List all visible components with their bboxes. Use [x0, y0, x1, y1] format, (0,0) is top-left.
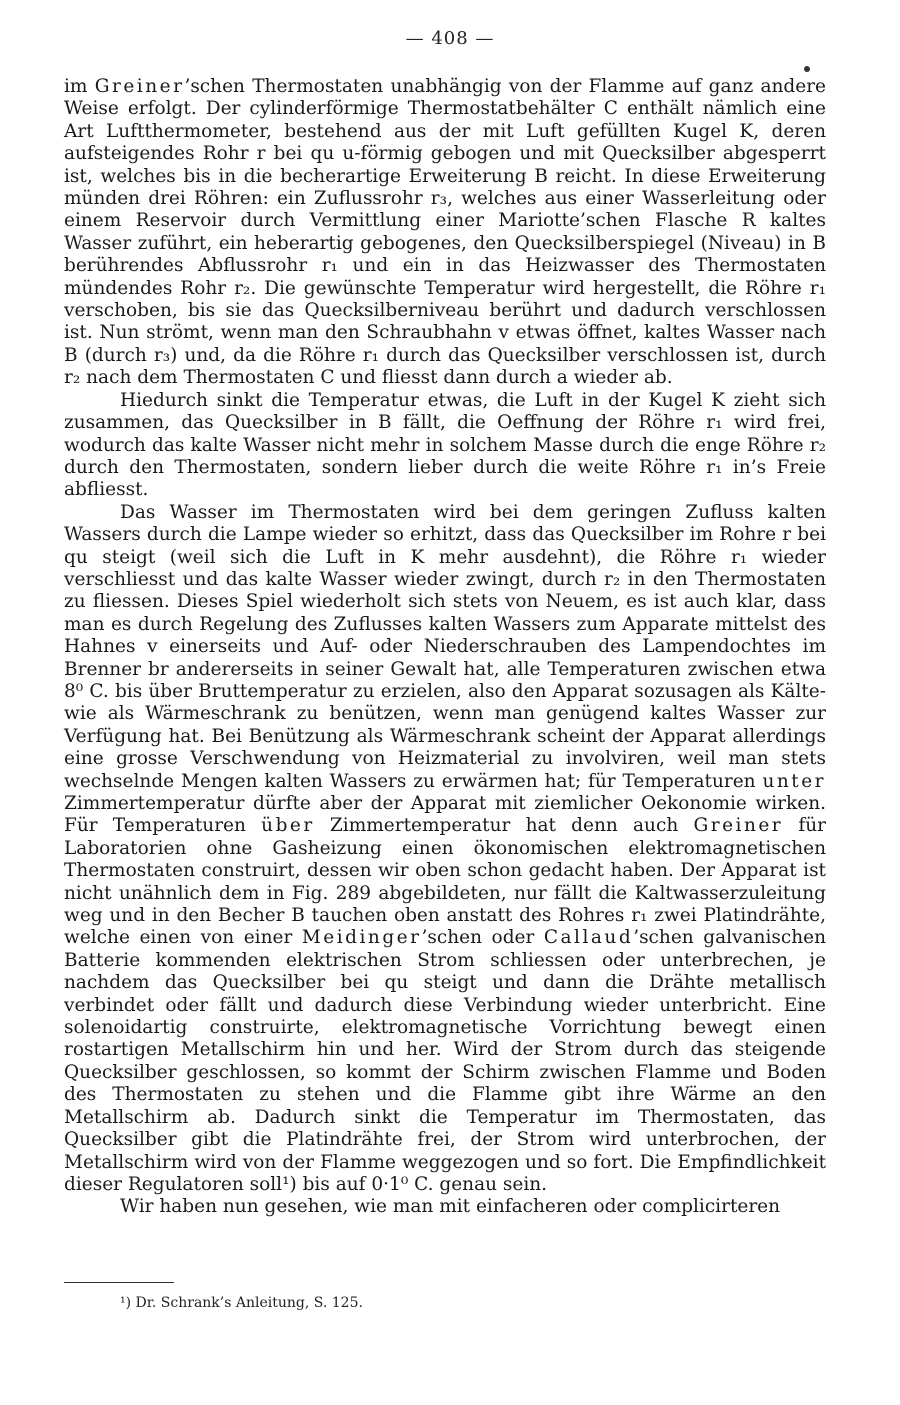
paragraph-2 — [64, 390, 826, 502]
paragraph-4 — [64, 1196, 826, 1218]
text-run: ’schen galvanischen Batterie kommenden elektrischen Strom schliessen oder unterbrechen, je nachdem das Quecksilber bei qu steigt und dann die Drähte metallisch verbindet oder fällt und dadurch diese Verbindung wieder unterbricht. Eine solenoidartig construirte, elektromagnetische Vorrichtung bewegt einen rostartigen Metallschirm hin und her. Wird der Strom durch das steigende Quecksilber geschlossen, so kommt der Schirm zwischen Flamme und Boden des Thermostaten zu stehen und die Flamme gibt ihre Wärme an den Metallschirm ab. Dadurch sinkt die Temperatur im Thermostaten, das Quecksilber gibt die Platindrähte frei, der Strom wird unterbrochen, der Metallschirm wird von der Flamme weggezogen und so fort. Die Empfindlichkeit dieser Regulatoren soll¹) bis auf 0·1⁰ C. genau sein. — [64, 927, 826, 1195]
text-run: Wir haben nun gesehen, wie man mit einfacheren oder complicirteren — [120, 1196, 781, 1218]
text-run: Das Wasser im Thermostaten wird bei dem geringen Zufluss kalten Wassers durch die Lampe wieder so erhitzt, dass das Quecksilber im Rohre r bei qu steigt (weil sich die Luft in K mehr ausdehnt), die Röhre r₁ wieder verschliesst und das kalte Wasser wieder zwingt, durch r₂ in den Thermostaten zu fliessen. Dieses Spiel wiederholt sich stets von Neuem, es ist auch klar, dass man es durch Regelung des Zuflusses kalten Wassers zum Apparate mittelst des Hahnes v einerseits und Auf- oder Niederschrauben des Lampendochtes im Brenner br andererseits in seiner Gewalt hat, alle Temperaturen zwischen etwa 8⁰ C. bis über Bruttemperatur zu erzielen, also den Apparat sozusagen als Kälte- wie als Wärmeschrank zu benützen, wenn man genügend kaltes Wasser zur Verfügung hat. Bei Benützung als Wärmeschrank scheint der Apparat allerdings eine grosse Verschwendung von Heizmaterial zu involviren, weil man stets wechselnde Mengen kalten Wassers zu erwärmen hat; für Temperaturen — [64, 501, 826, 792]
spaced-emphasis: Greiner — [693, 815, 784, 837]
ink-speck — [804, 66, 810, 72]
body-text — [64, 76, 826, 1219]
footnote: ¹) Dr. Schrank’s Anleitung, S. 125. — [120, 1295, 363, 1311]
paragraph-1 — [64, 76, 826, 390]
page-number: — 408 — — [405, 28, 495, 49]
text-run: Zimmertemperatur dürfte aber der Apparat mit ziemlicher Oekonomie wirken. Für Temperaturen — [64, 793, 826, 837]
spaced-emphasis: über — [261, 815, 315, 837]
spaced-emphasis: Greiner — [94, 76, 185, 97]
spaced-emphasis: Callaud — [543, 927, 634, 949]
spaced-emphasis: unter — [762, 770, 826, 792]
paragraph-3 — [64, 502, 826, 1197]
text-run: Hiedurch sinkt die Temperatur etwas, die Luft in der Kugel K zieht sich zusammen, das Quecksilber in B fällt, die Oeffnung der Röhre r₁ wird frei, wodurch das kalte Wasser nicht mehr in solchem Masse durch die enge Röhre r₂ durch den Thermostaten, sondern lieber durch die weite Röhre r₁ in’s Freie abfliesst. — [64, 389, 826, 501]
text-run: für Laboratorien ohne Gasheizung einen ökonomischen elektromagnetischen Thermostaten construirt, dessen wir oben schon gedacht haben. Der Apparat ist nicht unähnlich dem in Fig. 289 abgebildeten, nur fällt die Kaltwasserzuleitung weg und in den Becher B tauchen oben anstatt des Rohres r₁ zwei Platindrähte, welche einen von einer — [64, 815, 826, 949]
footnote-rule — [64, 1282, 174, 1283]
text-run: im — [64, 76, 95, 97]
text-run: ’schen Thermostaten unabhängig von der Flamme auf ganz andere Weise erfolgt. Der cylinderförmige Thermostatbehälter C enthält nämlich eine Art Luftthermometer, bestehend aus der mit Luft gefüllten Kugel K, deren aufsteigendes Rohr r bei qu u-förmig gebogen und mit Quecksilber abgesperrt ist, welches bis in die becherartige Erweiterung B reicht. In diese Erweiterung münden drei Röhren: ein Zuflussrohr r₃, welches aus einer Wasserleitung oder einem Reservoir durch Vermittlung einer Mariotte’schen Flasche R kaltes Wasser zuführt, ein heberartig gebogenes, den Quecksilberspiegel (Niveau) in B berührendes Abflussrohr r₁ und ein in das Heizwasser des Thermostaten mündendes Rohr r₂. Die gewünschte Temperatur wird hergestellt, die Röhre r₁ verschoben, bis sie das Quecksilberniveau berührt und dadurch verschlossen ist. Nun strömt, wenn man den Schraubhahn v etwas öffnet, kaltes Wasser nach B (durch r₃) und, da die Röhre r₁ durch das Quecksilber verschlossen ist, durch r₂ nach dem Thermostaten C und fliesst dann durch a wieder ab. — [64, 76, 827, 389]
spaced-emphasis: Meidinger — [301, 927, 422, 949]
text-run: ’schen oder — [421, 927, 544, 949]
text-run: Zimmertemperatur hat denn auch — [314, 815, 694, 837]
